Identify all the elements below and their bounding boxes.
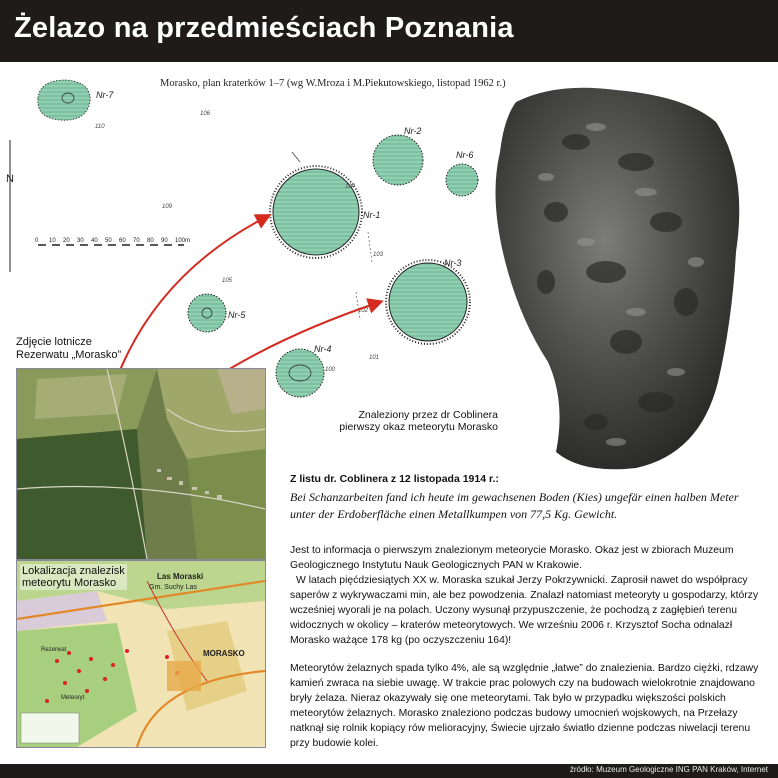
footer-bar [0, 764, 778, 778]
marker-label: 104 [345, 184, 356, 190]
letter-quote: Bei Schanzarbeiten fand ich heute im gewachsenen Boden (Kies) ungefär einen halben Meter unter der Erdoberfläche einen Metallkumpen von 77,5 Kg. Gewicht. [290, 490, 739, 521]
meteorite-caption-line: Znaleziony przez dr Coblinera [358, 409, 498, 421]
scale-tick: 40 [91, 238, 98, 244]
crater-nr6 [446, 150, 478, 196]
scale-tick: 50 [105, 238, 112, 244]
scale-tick: 10 [49, 238, 56, 244]
scale-tick: 20 [63, 238, 70, 244]
crater-nr5 [188, 294, 246, 332]
crater-label: Nr-3 [444, 258, 462, 268]
aerial-caption [16, 336, 121, 362]
map-label: Rezerwat [41, 647, 67, 653]
location-map-caption [20, 564, 127, 590]
meteorite-caption-line: pierwszy okaz meteorytu Morasko [339, 421, 498, 433]
body-section-2 [290, 661, 760, 751]
meteorite-image [486, 82, 750, 474]
marker-label: 109 [162, 204, 173, 210]
location-map [16, 560, 266, 748]
aerial-caption-line: Rezerwatu „Morasko” [16, 349, 122, 361]
scale-tick: 0 [35, 238, 39, 244]
scale-tick: 60 [119, 238, 126, 244]
crater-nr3 [386, 258, 470, 344]
aerial-caption-line: Zdjęcie lotnicze [16, 336, 92, 348]
meteorite-caption [339, 409, 498, 433]
marker-label: 106 [200, 111, 211, 117]
scale-tick: 30 [77, 238, 84, 244]
scale-tick: 70 [133, 238, 140, 244]
plan-caption: Morasko, plan kraterków 1–7 (wg W.Mroza i M.Piekutowskiego, listopad 1962 r.) [160, 78, 506, 89]
aerial-photo [16, 368, 266, 560]
crater-nr2 [373, 126, 423, 185]
marker-label: 103 [373, 252, 384, 258]
crater-label: Nr-5 [228, 310, 246, 320]
source-note: źródło: Muzeum Geologiczne ING PAN Kraków, Internet [569, 765, 768, 774]
body-paragraph: Meteorytów żelaznych spada tylko 4%, ale są względnie „łatwe” do znalezienia. Bardzo ciężki, rdzawy kamień zwraca na siebie uwagę. W trakcie prac polowych czy na budowach wielokrotnie znajdowano bryły żelaza. Nieraz okazywały się one meteorytami. Tak było w przypadku większości polskich meteorytów żelaznych. Morasko znaleziono podczas budowy umocnień wojskowych, na Przełazy natknął się rolnik kopiący rów melioracyjny, Świecie ujrzało światło dzienne podczas niwelacji terenu przy budowie kolei. [290, 663, 759, 749]
header-bar [0, 0, 778, 62]
body-paragraph: W latach pięćdziesiątych XX w. Moraska szukał Jerzy Pokrzywnicki. Zaprosił nawet do współpracy saperów z wykrywaczami min, ale bez powodzenia. Znalazł natomiast meteoryty u gospodarzy, którzy wcześniej wyorali je na polach. Uczony wysunął przypuszczenie, że pochodzą z zagłębień terenu widocznych w okolicy – kraterów meteorytowych. We wrześniu 2006 r. Krzysztof Socha odnalazł Morasko ważące 178 kg (po oczyszczeniu 164)! [290, 575, 759, 646]
marker-label: 110 [95, 124, 105, 130]
crater-label: Nr-6 [456, 150, 474, 160]
marker-label: 102 [358, 308, 369, 314]
scale-tick: 100m [175, 238, 191, 244]
scale-tick: 80 [147, 238, 154, 244]
marker-label: 105 [222, 278, 233, 284]
location-map-caption-line: meteorytu Morasko [22, 577, 117, 589]
north-arrow [6, 140, 14, 272]
crater-nr1 [270, 166, 380, 258]
map-label: Las Moraski [157, 572, 204, 581]
crater-nr4 [276, 344, 331, 397]
crater-label: Nr-7 [96, 90, 114, 100]
body-section-1 [290, 543, 760, 648]
marker-label: 100 [325, 367, 336, 373]
crater-label: Nr-4 [314, 344, 332, 354]
map-label: Meteoryt [61, 695, 85, 701]
map-label: MORASKO [203, 649, 245, 658]
crater-nr7 [38, 80, 114, 120]
crater-label: Nr-1 [363, 210, 381, 220]
map-label: Gm. Suchy Las [149, 584, 197, 591]
north-label: N [6, 173, 14, 185]
marker-label: 101 [369, 355, 380, 361]
body-paragraph: Jest to informacja o pierwszym znalezionym meteorycie Morasko. Okaz jest w zbiorach Muzeum Geologicznego Instytutu Nauk Geologicznych PAN w Krakowie. [290, 545, 734, 571]
page-title: Żelazo na przedmieściach Poznania [14, 12, 514, 44]
location-map-caption-line: Lokalizacja znalezisk [22, 565, 125, 577]
crater-label: Nr-2 [404, 126, 422, 136]
scale-tick: 90 [161, 238, 168, 244]
scale-bar [35, 238, 190, 245]
letter-title: Z listu dr. Coblinera z 12 listopada 1914 r.: [290, 473, 499, 485]
